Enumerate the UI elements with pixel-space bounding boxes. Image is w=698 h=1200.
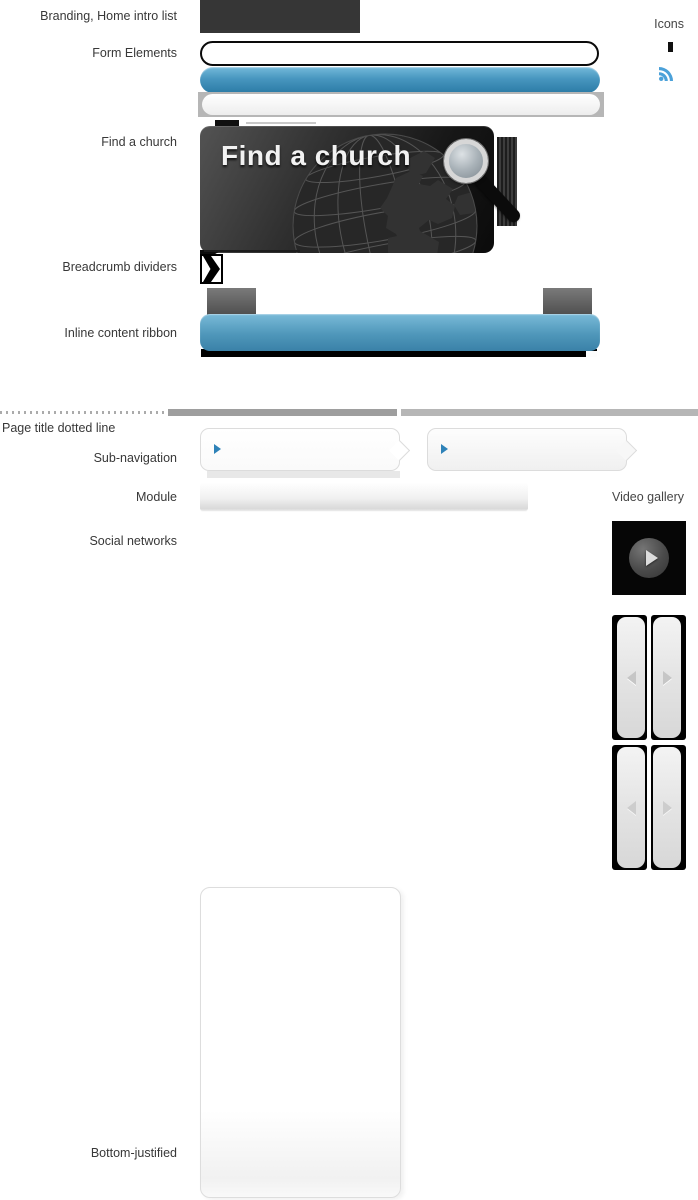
page-title-bar-light — [401, 409, 698, 416]
module-header-bar — [200, 483, 528, 511]
subnav-caret-icon — [441, 444, 448, 454]
subnav-pointer — [616, 440, 637, 461]
video-thumbnail[interactable] — [612, 521, 686, 595]
find-widget-title: Find a church — [221, 140, 412, 171]
ribbon-corner-chip — [586, 351, 597, 357]
carousel-prev-button[interactable] — [612, 745, 647, 870]
subnav-pointer — [389, 440, 410, 461]
bullet-icon — [668, 42, 673, 52]
label-page-title-dotted-line: Page title dotted line — [2, 421, 116, 435]
carousel-prev-button[interactable] — [612, 615, 647, 740]
label-form-elements: Form Elements — [92, 46, 177, 60]
label-breadcrumb-dividers: Breadcrumb dividers — [62, 260, 177, 274]
tiny-text-artifact — [246, 122, 316, 124]
chevron-left-icon — [627, 801, 636, 815]
label-social-networks: Social networks — [89, 534, 177, 548]
subnav-shadow — [207, 471, 400, 478]
page-title-dotted-line — [0, 411, 165, 414]
text-input[interactable] — [200, 41, 599, 66]
ribbon-tab-left — [207, 288, 256, 315]
carousel-arrows-2 — [612, 745, 686, 870]
bottom-justified-panel — [200, 887, 401, 1198]
subnav-item-2[interactable] — [427, 428, 627, 471]
page-title-bar-dark — [168, 409, 397, 416]
label-inline-content-ribbon: Inline content ribbon — [64, 326, 177, 340]
subnav-item-1[interactable] — [200, 428, 400, 471]
label-icons: Icons — [654, 17, 684, 31]
branding-block — [200, 0, 360, 33]
chevron-right-icon — [663, 801, 672, 815]
ribbon-tab-right — [543, 288, 592, 315]
subnav-caret-icon — [214, 444, 221, 454]
search-icon — [444, 139, 488, 183]
carousel-arrows-1 — [612, 615, 686, 740]
input-pill-on-gray[interactable] — [202, 94, 600, 115]
chevron-right-icon — [663, 671, 672, 685]
label-find-a-church: Find a church — [101, 135, 177, 149]
label-module: Module — [136, 490, 177, 504]
carousel-next-button[interactable] — [651, 745, 686, 870]
label-bottom-justified: Bottom-justified — [90, 1146, 177, 1160]
breadcrumb-chevron-icon — [202, 256, 221, 282]
rss-icon[interactable] — [658, 66, 674, 82]
primary-button-blue[interactable] — [200, 67, 600, 93]
play-icon — [629, 538, 669, 578]
breadcrumb-divider — [200, 254, 223, 284]
carousel-next-button[interactable] — [651, 615, 686, 740]
chevron-left-icon — [627, 671, 636, 685]
label-branding: Branding, Home intro list — [40, 9, 177, 23]
label-video-gallery: Video gallery — [611, 490, 684, 504]
widget-bottom-shadow — [204, 250, 300, 252]
label-sub-navigation: Sub-navigation — [93, 451, 177, 465]
inline-content-ribbon — [200, 314, 600, 351]
